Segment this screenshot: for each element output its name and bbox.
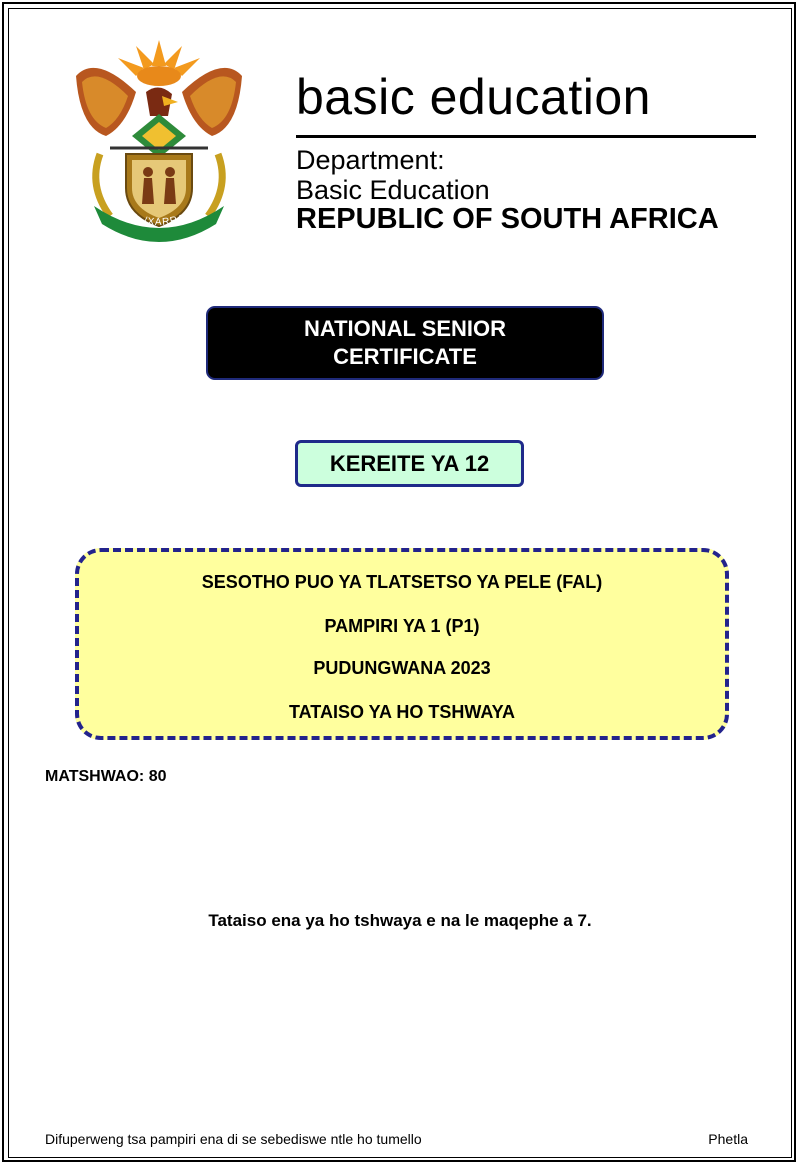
brand-title: basic education xyxy=(296,69,651,125)
paper-number: PAMPIRI YA 1 (P1) xyxy=(324,616,480,636)
subject-title: SESOTHO PUO YA TLATSETSO YA PELE (FAL) xyxy=(201,572,603,592)
document-type: TATAISO YA HO TSHWAYA xyxy=(288,702,516,722)
svg-text:!KE E: /XARRA //KE: !KE E: /XARRA //KE xyxy=(107,201,211,229)
certificate-line-2: CERTIFICATE xyxy=(333,344,477,369)
department-name: Basic Education xyxy=(296,175,490,205)
exam-session: PUDUNGWANA 2023 xyxy=(313,658,491,678)
total-marks: MATSHWAO: 80 xyxy=(45,768,167,785)
copyright-notice: Difuperweng tsa pampiri ena di se sebediswe ntle ho tumello xyxy=(45,1131,422,1147)
brand-divider xyxy=(296,135,756,138)
coat-of-arms-icon xyxy=(66,36,252,246)
certificate-line-1: NATIONAL SENIOR xyxy=(303,316,507,341)
department-label: Department: xyxy=(296,145,445,175)
paper-info-box xyxy=(75,548,729,740)
country-name: REPUBLIC OF SOUTH AFRICA xyxy=(296,203,719,235)
page-count-note: Tataiso ena ya ho tshwaya e na le maqephe a 7. xyxy=(208,911,592,930)
turn-over-label: Phetla xyxy=(708,1131,748,1147)
certificate-banner xyxy=(206,306,604,380)
grade-badge: KEREITE YA 12 xyxy=(295,440,524,487)
